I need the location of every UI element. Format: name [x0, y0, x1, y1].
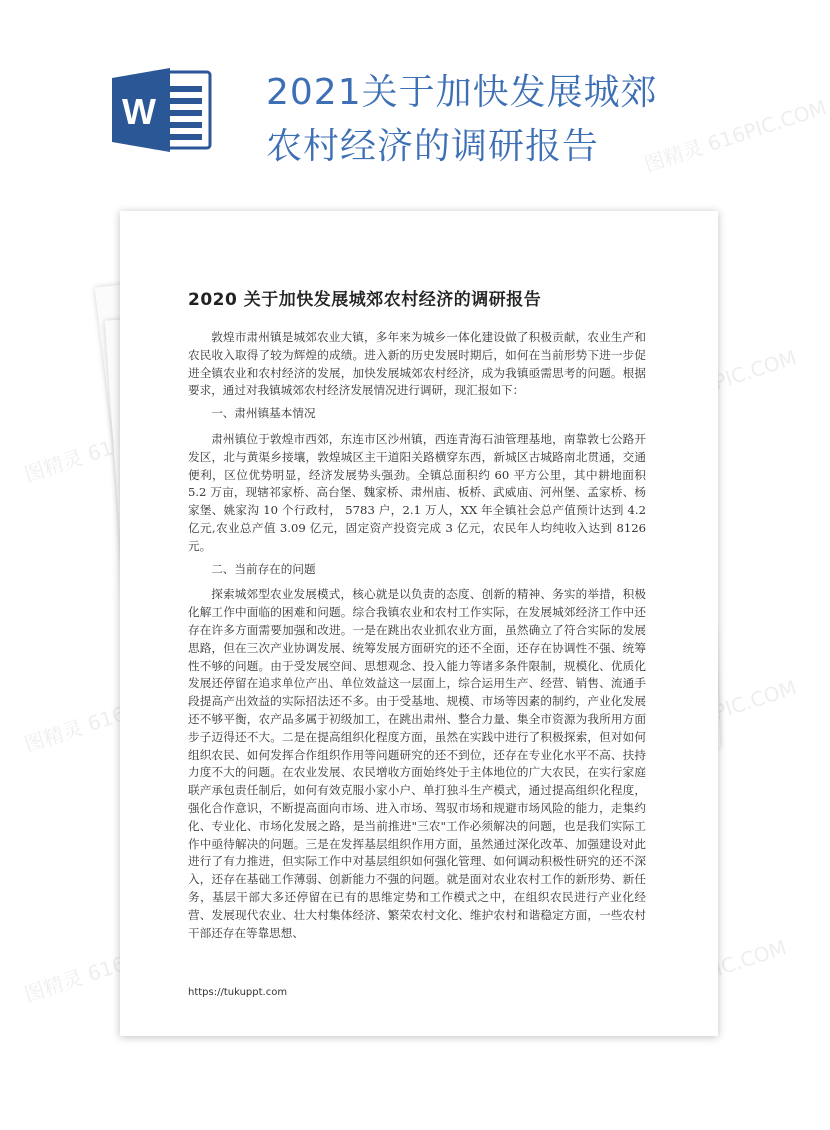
watermark: 616PIC.COM — [674, 345, 800, 407]
watermark: 图精灵 616PIC.COM — [641, 95, 830, 177]
section-heading-2: 二、当前存在的问题 — [211, 561, 316, 576]
watermark: 图精灵 616PIC.COM — [21, 925, 210, 1007]
paragraph-intro: 敦煌市肃州镇是城郊农业大镇，多年来为城乡一体化建设做了积极贡献，农业生产和农民收入取得了较为辉煌的成绩。进入新的历史发展时期后，如何在当前形势下进一步促进全镇农业和农村经济的发展，加快发展城郊农村经济，成为我镇亟需思考的问题。根据要求，通过对我镇城郊农村经济发展情况进行调研，现汇报如下： — [188, 330, 646, 398]
paragraph-basic-info: 肃州镇位于敦煌市西郊，东连市区沙州镇，西连青海石油管理基地，南靠敦七公路开发区，北与黄渠乡接壤，敦煌城区主干道阳关路横穿东西，新城区古城路南北贯通，交通便利，区位优势明显，经济发展势头强劲。全镇总面积约 60 平方公里，其中耕地面积 5.2 万亩，现辖祁家桥、高台堡、魏家桥、肃州庙、板桥、武威庙、河州堡、孟家桥、杨家堡、姚家沟 10 个行政村， 5783 户，2.1 万人，XX 年全镇社会总产值预计达到 4.2 亿元,农业总产值 3.09 亿元，固定资产投资完成 3 亿元，农民年人均纯收入达到 8126 元。 — [188, 431, 646, 553]
footer-url[interactable]: https://tukuppt.com — [188, 987, 288, 998]
document-title: 2020 关于加快发展城郊农村经济的调研报告 — [188, 290, 542, 310]
word-icon-letter: W — [122, 91, 156, 132]
header-title: 2021关于加快发展城郊农村经济的调研报告 — [266, 72, 658, 167]
document-page — [120, 211, 718, 1036]
paragraph-problems: 探索城郊型农业发展模式，核心就是以负责的态度、创新的精神、务实的举措，积极化解工作中面临的困难和问题。综合我镇农业和农村工作实际，在发展城郊经济工作中还存在许多方面需要加强和改进。一是在跳出农业抓农业方面，虽然确立了符合实际的发展思路，但在三次产业协调发展、统筹发展方面研究的还不全面，还存在协调性不强、统筹性不够的问题。由于受发展空间、思想观念、投入能力等诸多条件限制，规模化、优质化发展还停留在追求单位产出、单位效益这一层面上，综合运用生产、经营、销售、流通手段提高产出效益的实际招法还不多。由于受基地、规模、市场等因素的制约，产业化发展还不够平衡，农产品多属于初级加工，在跳出肃州、整合力量、集全市资源为我所用方面步子迈得还不大。二是在提高组织化程度方面，虽然在实践中进行了积极探索，但对如何组织农民、如何发挥合作组织作用等问题研究的还不到位，还存在专业化水平不高、扶持力度不大的问题。在农业发展、农民增收方面始终处于主体地位的广大农民，在实行家庭联产承包责任制后，如何有效克服小家小户、单打独斗生产模式，通过提高组织化程度，强化合作意识，不断提高面向市场、进入市场、驾驭市场和规避市场风险的能力，走集约化、专业化、市场化发展之路，是当前推进"三农"工作必须解决的问题，也是我们实际工作中亟待解决的问题。三是在发挥基层组织作用方面，虽然通过深化改革、加强建设对此进行了有力推进，但实际工作中对基层组织如何强化管理、如何调动积极性研究的还不深入，还存在基础工作薄弱、创新能力不强的问题。就是面对农业农村工作的新形势、新任务，基层干部大多还停留在已有的思维定势和工作模式之中，在组织农民进行产业化经营、发展现代农业、壮大村集体经济、繁荣农村文化、维护农村和谐稳定方面，一些农村干部还存在等靠思想、 — [188, 587, 646, 940]
watermark: 图精灵 616PIC.COM — [21, 675, 210, 757]
word-document-icon — [112, 68, 214, 152]
section-heading-1: 一、肃州镇基本情况 — [211, 406, 316, 421]
watermark: 图精灵 — [21, 445, 86, 487]
document-body — [188, 329, 646, 947]
watermark: 616PIC.COM — [674, 675, 800, 737]
watermark: 616PIC.COM — [664, 935, 790, 997]
